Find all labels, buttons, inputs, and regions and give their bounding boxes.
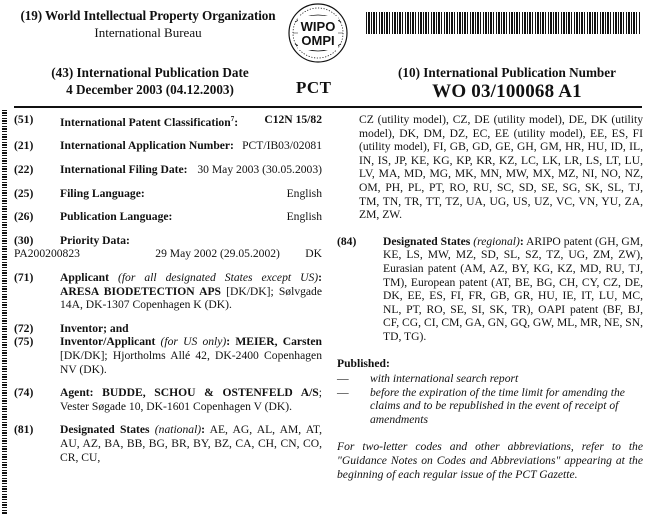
agent-address: ; Vester Søgade 10, DK-1601 Copenhagen V (DK). bbox=[60, 386, 322, 413]
header-organization bbox=[14, 8, 282, 41]
applicant-name: ARESA BIODETECTION APS bbox=[60, 284, 221, 298]
entry-label: Designated States bbox=[383, 234, 471, 248]
entry-label: Agent: bbox=[60, 386, 94, 400]
entry-number: (30) bbox=[14, 233, 34, 247]
organization-name: (19) World Intellectual Property Organization bbox=[20, 8, 276, 23]
entry-72-inventor bbox=[14, 322, 322, 336]
logo-text-top: WIPO bbox=[300, 19, 336, 34]
applicant-address: [DK/DK]; Sølvgade 14A, DK-1307 Copenhagen K (DK). bbox=[60, 284, 323, 312]
published-list bbox=[337, 372, 643, 426]
abbreviations-note: For two-letter codes and other abbreviations, refer to the "Guidance Notes on Codes and Abbreviations" appearing at the beginning of each regular issue of the PCT Gazette. bbox=[337, 440, 643, 481]
colon: : bbox=[226, 335, 231, 349]
colon: : bbox=[234, 115, 239, 129]
entry-number: (84) bbox=[337, 234, 357, 248]
entry-71-applicant bbox=[14, 271, 322, 312]
entry-number: (71) bbox=[14, 271, 34, 285]
priority-data-row bbox=[14, 247, 322, 261]
priority-date: 29 May 2002 (29.05.2002) bbox=[155, 247, 280, 261]
pct-label: PCT bbox=[296, 78, 332, 97]
dash: — bbox=[337, 385, 349, 399]
entry-number: (81) bbox=[14, 423, 34, 437]
published-heading: Published: bbox=[337, 356, 390, 370]
application-number-value: PCT/IB03/02081 bbox=[242, 139, 322, 153]
entry-label: Inventor/Applicant bbox=[60, 335, 156, 349]
publication-number-block bbox=[372, 65, 642, 103]
bureau-name: International Bureau bbox=[94, 25, 202, 40]
top-barcode bbox=[366, 12, 641, 34]
entry-qualifier: (national) bbox=[154, 423, 202, 437]
entry-label: International Filing Date: bbox=[60, 163, 188, 177]
inventor-address: [DK/DK]; Hjortholms Allé 42, DK-2400 Copenhagen NV (DK). bbox=[60, 348, 322, 376]
inventor-name: MEIER, Carsten bbox=[235, 335, 322, 349]
entry-number: (75) bbox=[14, 335, 34, 349]
publication-date-value: 4 December 2003 (04.12.2003) bbox=[66, 82, 234, 97]
entry-30-priority-data bbox=[14, 234, 322, 248]
entry-qualifier: (for US only) bbox=[160, 335, 227, 349]
entry-number: (26) bbox=[14, 210, 34, 224]
published-item-text: before the expiration of the time limit for amending the claims and to be republished in the event of receipt of amendments bbox=[370, 385, 625, 426]
entry-25-filing-language bbox=[14, 187, 322, 201]
filing-date-value: 30 May 2003 (30.05.2003) bbox=[197, 163, 322, 177]
entry-51-classification bbox=[14, 113, 322, 129]
entry-label: International Patent Classification bbox=[60, 115, 231, 129]
entry-number: (21) bbox=[14, 139, 34, 153]
colon: : bbox=[201, 423, 206, 437]
entry-84-designated-regional bbox=[337, 235, 643, 344]
published-section bbox=[337, 357, 643, 427]
entry-21-application-number bbox=[14, 139, 322, 153]
published-item bbox=[337, 386, 643, 427]
entry-number: (25) bbox=[14, 186, 34, 200]
filing-language-value: English bbox=[286, 186, 322, 200]
side-barcode bbox=[2, 110, 7, 515]
entry-label: International Application Number: bbox=[60, 139, 234, 153]
colon: : bbox=[519, 234, 524, 248]
priority-number: PA200200823 bbox=[14, 247, 80, 261]
entry-number: (51) bbox=[14, 113, 34, 126]
entry-label: Filing Language: bbox=[60, 186, 145, 200]
classification-value: C12N 15/82 bbox=[264, 113, 322, 126]
entry-label: Applicant bbox=[60, 271, 109, 285]
national-states-continued: CZ (utility model), CZ, DE (utility model), DE, DK (utility model), DK, DM, DZ, EC, EE (utility model), EE, ES, FI (utility model), FI, GB, GD, GE, GH, GM, HR, HU, ID, IL, IN, IS, JP, KE, KG, KP, KR, KZ, LC, LK, LR, LS, LT, LU, LV, MA, MD, MG, MK, MN, MW, MX, MZ, NI, NO, NZ, OM, PH, PL, PT, RO, RU, SC, SD, SE, SG, SK, SL, TJ, TM, TN, TR, TT, TZ, UA, UG, US, UZ, VC, VN, YU, ZA, ZM, ZW. bbox=[359, 113, 643, 222]
national-states-list: AE, AG, AL, AM, AT, AU, AZ, BA, BB, BG, BR, BY, BZ, CA, CH, CN, CO, CR, CU, bbox=[60, 423, 322, 464]
superscript: 7 bbox=[230, 115, 235, 123]
publication-number-value: WO 03/100068 A1 bbox=[432, 81, 582, 102]
publication-number-label: (10) International Publication Number bbox=[398, 65, 616, 80]
entry-label: Priority Data: bbox=[60, 233, 130, 247]
agent-name: BUDDE, SCHOU & OSTENFELD A/S bbox=[102, 386, 319, 400]
entry-label: Publication Language: bbox=[60, 210, 173, 224]
entry-label: Inventor; and bbox=[60, 321, 129, 335]
left-column bbox=[14, 113, 322, 464]
published-item-text: with international search report bbox=[370, 372, 519, 386]
entry-74-agent bbox=[14, 386, 322, 413]
regional-states-list: ARIPO patent (GH, GM, KE, LS, MW, MZ, SD, SL, SZ, TZ, UG, ZM, ZW), Eurasian patent (AM, AZ, BY, KG, KZ, MD, RU, TJ, TM), European patent (AT, BE, BG, CH, CY, CZ, DE, DK, EE, ES, FI, FR, GB, GR, HU, IE, IT, LU, MC, NL, PT, RO, SE, SI, SK, TR), OAPI patent (BF, BJ, CF, CG, CI, CM, GA, GN, GQ, GW, ML, MR, NE, SN, TD, TG). bbox=[383, 234, 643, 343]
entry-81-designated-national bbox=[14, 423, 322, 464]
publication-date-block bbox=[30, 65, 270, 98]
colon: : bbox=[318, 271, 322, 285]
header-rule bbox=[14, 106, 642, 108]
entry-22-filing-date bbox=[14, 163, 322, 177]
logo-text-bottom: OMPI bbox=[301, 33, 335, 48]
publication-date-label: (43) International Publication Date bbox=[51, 65, 249, 80]
entry-qualifier: (for all designated States except US) bbox=[117, 271, 319, 285]
wipo-logo-icon bbox=[287, 2, 349, 64]
priority-country: DK bbox=[305, 247, 322, 261]
entry-qualifier: (regional) bbox=[473, 234, 520, 248]
entry-number: (74) bbox=[14, 386, 34, 400]
entry-26-publication-language bbox=[14, 210, 322, 224]
dash: — bbox=[337, 372, 349, 386]
entry-number: (72) bbox=[14, 321, 34, 335]
publication-language-value: English bbox=[286, 210, 322, 224]
published-item bbox=[337, 372, 643, 386]
entry-number: (22) bbox=[14, 163, 34, 177]
entry-75-inventor-applicant bbox=[14, 335, 322, 376]
right-column bbox=[337, 113, 643, 481]
entry-label: Designated States bbox=[60, 423, 150, 437]
